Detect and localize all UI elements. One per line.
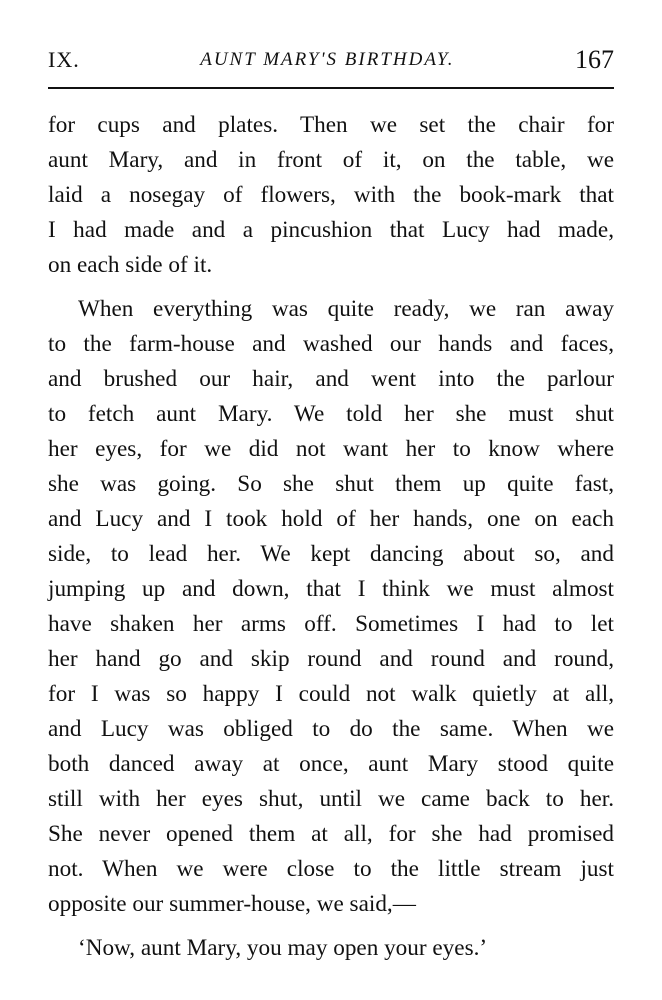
running-header [48,40,614,80]
text-line: on each side of it. [48,252,213,278]
text-line: not. When we were close to the little stream just [48,856,614,882]
text-line: for I was so happy I could not walk quietly at all, [48,681,614,707]
paragraph-2 [48,292,614,922]
text-line: and brushed our hair, and went into the parlour [48,366,614,392]
text-line: her eyes, for we did not want her to know where [48,436,614,462]
text-line: still with her eyes shut, until we came back to her. [48,786,614,812]
text-line: to fetch aunt Mary. We told her she must shut [48,401,614,427]
text-line: and Lucy was obliged to do the same. When we [48,716,614,742]
text-line: laid a nosegay of flowers, with the book-mark that [48,182,614,208]
text-line: I had made and a pincushion that Lucy had made, [48,217,614,243]
text-line: jumping up and down, that I think we must almost [48,576,614,602]
header-rule [48,87,614,89]
text-line: aunt Mary, and in front of it, on the table, we [48,147,614,173]
text-line: she was going. So she shut them up quite fast, [48,471,614,497]
chapter-number: IX. [48,47,80,72]
page-number: 167 [574,45,614,74]
text-line: side, to lead her. We kept dancing about so, and [48,541,614,567]
page-body [48,108,614,975]
running-title: AUNT MARY'S BIRTHDAY. [200,49,455,70]
text-line: her hand go and skip round and round and round, [48,646,614,672]
text-line: have shaken her arms off. Sometimes I had to let [48,611,614,637]
text-line: When everything was quite ready, we ran away [78,296,614,322]
text-line: She never opened them at all, for she had promised [48,821,614,847]
text-line: to the farm-house and washed our hands and faces, [48,331,614,357]
text-line: opposite our summer-house, we said,— [48,891,416,917]
text-line: and Lucy and I took hold of her hands, one on each [48,506,614,532]
paragraph-3 [48,931,614,966]
text-line: ‘Now, aunt Mary, you may open your eyes.’ [78,935,488,961]
text-line: both danced away at once, aunt Mary stood quite [48,751,614,777]
text-line: for cups and plates. Then we set the chair for [48,112,614,138]
paragraph-1 [48,108,614,283]
